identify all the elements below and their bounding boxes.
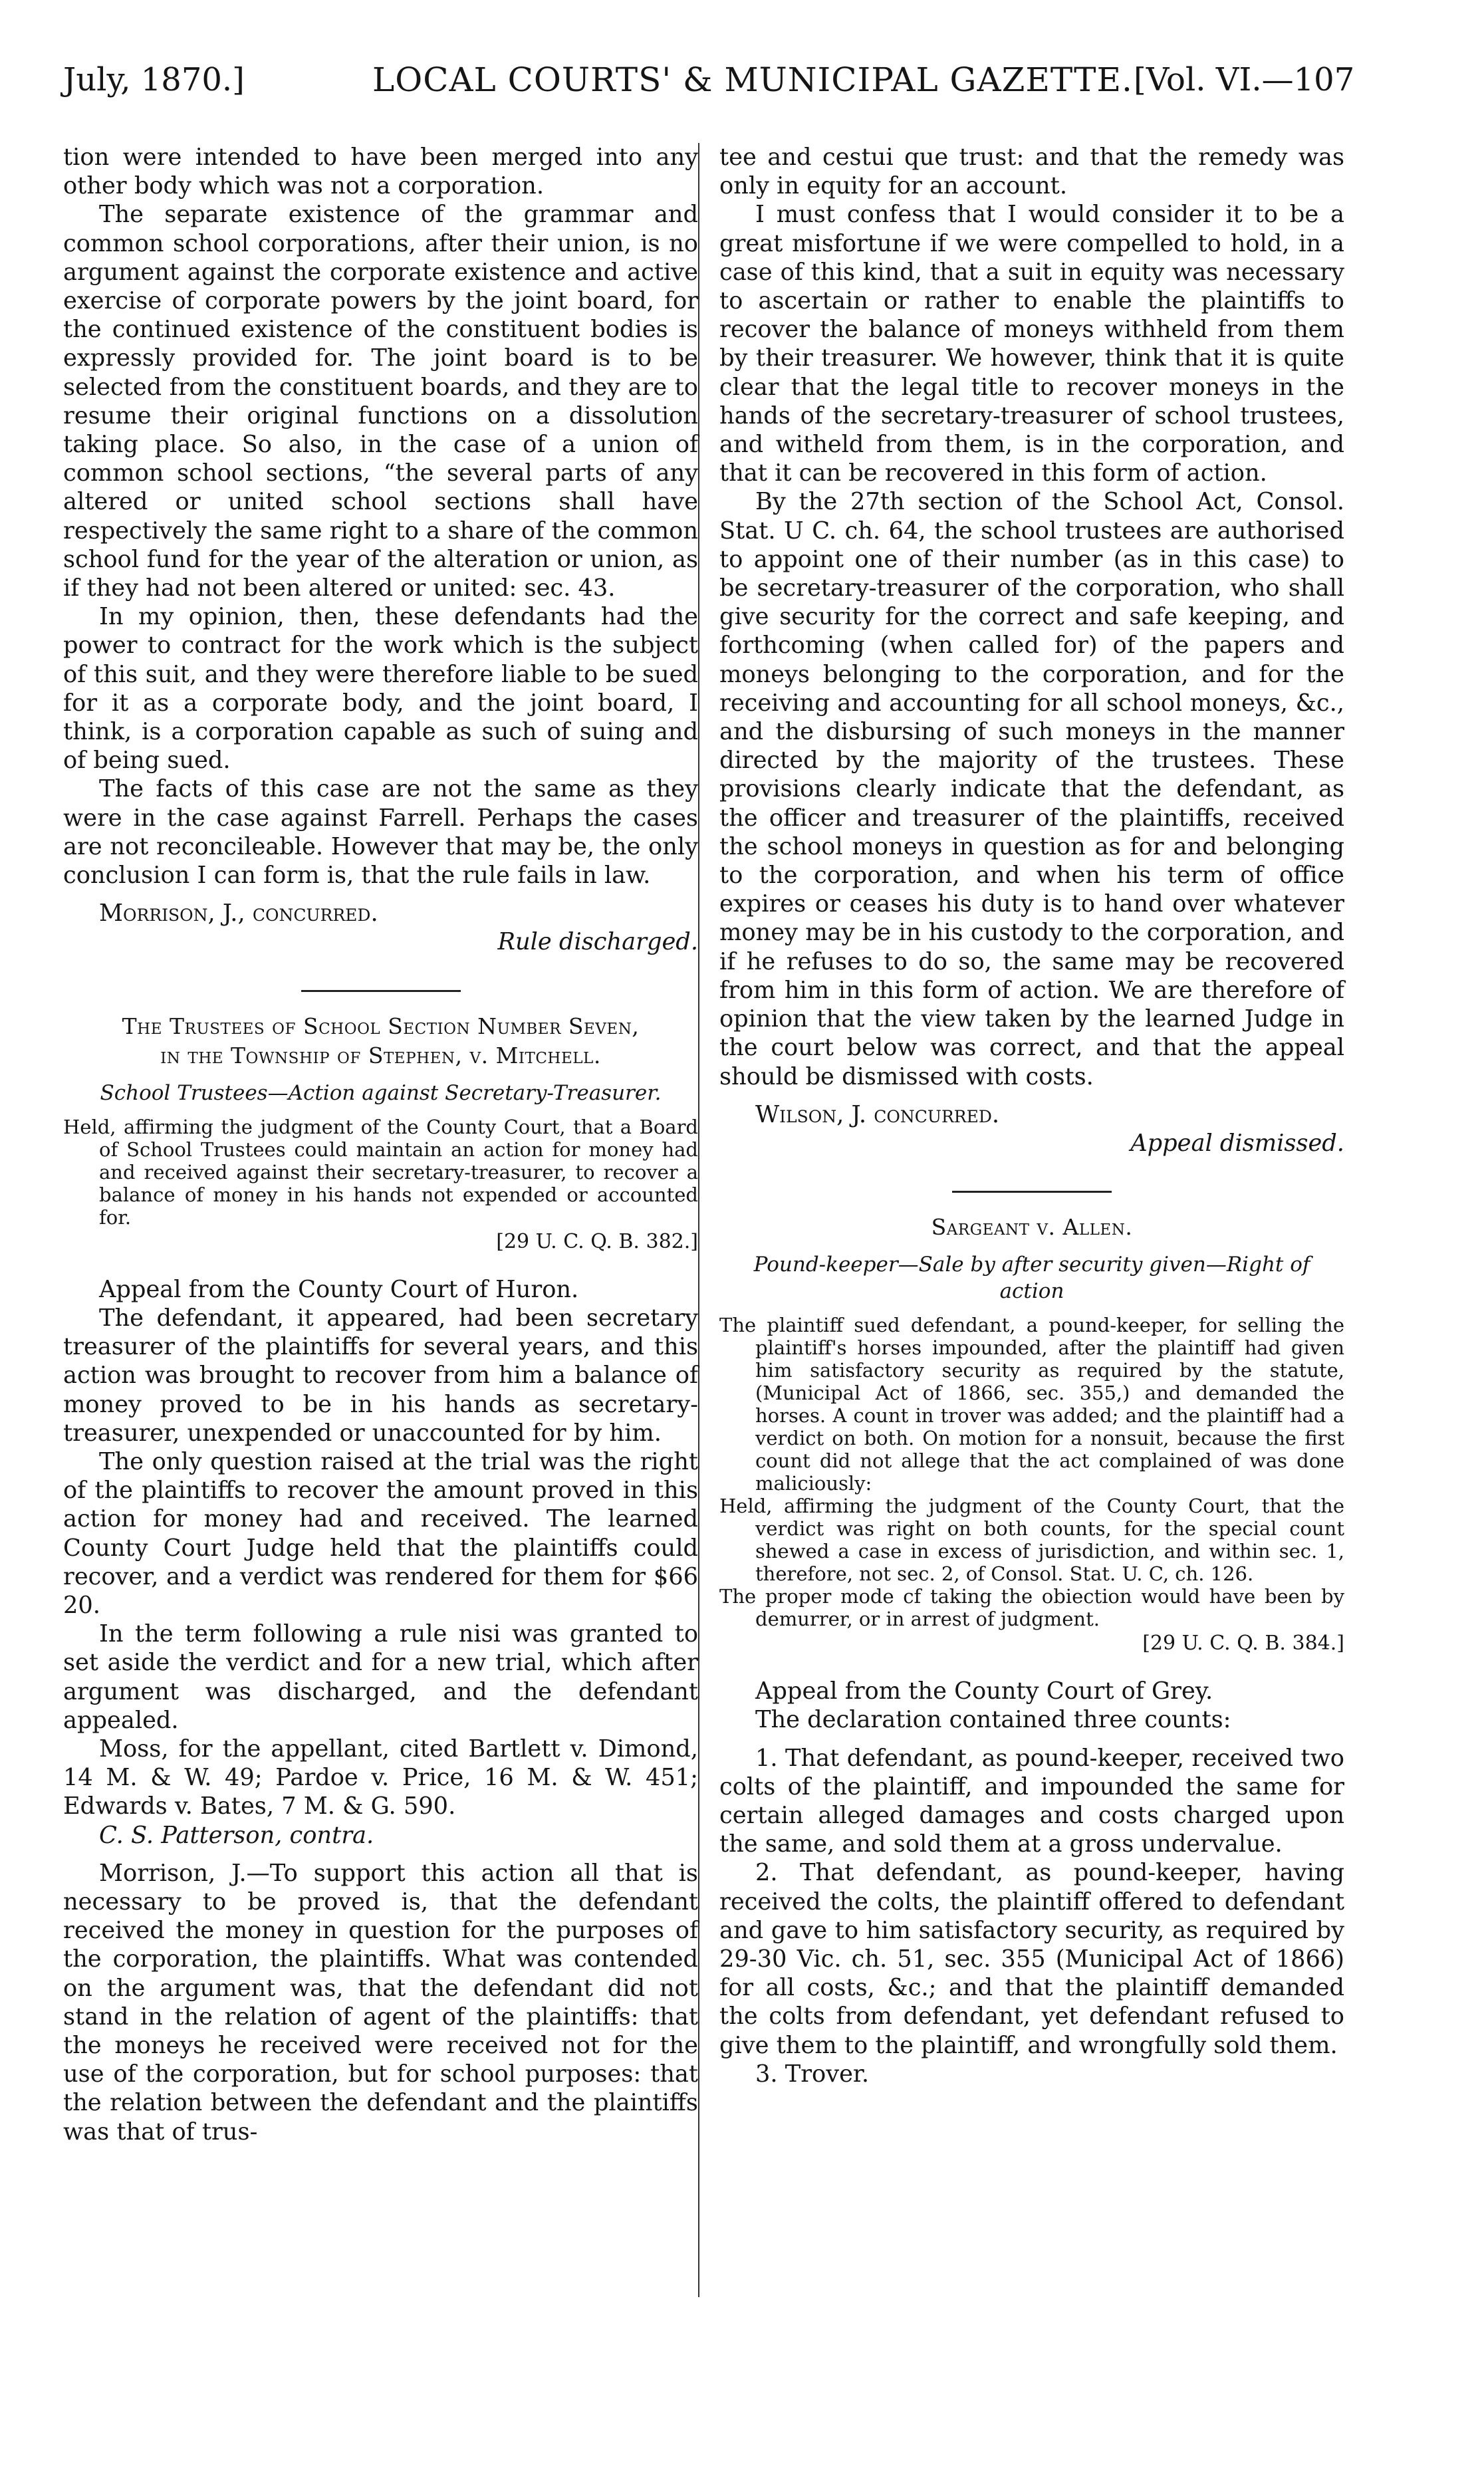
- headnote: Held, affirming the judgment of the County Court, that a Board of School Trustees could maintain an action for money had and received against their secretary-treasurer, to recover a balance of money in his hands not expended or accounted for.: [63, 1115, 698, 1229]
- page-header: [0, 50, 1484, 113]
- paragraph: 3. Trover.: [755, 2060, 870, 2088]
- paragraph: The only question raised at the trial was the right of the plaintiffs to recover the amount proved in this action for money had and received. The learned County Court Judge held that the plaintiffs could recover, and a verdict was rendered for them for $66 20.: [63, 1447, 698, 1619]
- paragraph: The facts of this case are not the same as they were in the case against Farrell. Perhaps the cases are not reconcileable. However that may be, the only conclusion I can form is, that the rule fails in law.: [63, 775, 698, 890]
- volume-page: [Vol. VI.—107: [1134, 61, 1355, 98]
- paragraph: Appeal from the County Court of Grey.: [755, 1677, 1213, 1705]
- paragraph: 2. That defendant, as pound-keeper, having received the colts, the plaintiff offered to defendant and gave to him satisfactory security, as required by 29-30 Vic. ch. 51, sec. 355 (Municipal Act of 1866) for all costs, &c.; and that the plaintiff demanded the colts from defendant, yet defendant refused to give them to the plaintiff, and wrongfully sold them.: [719, 1859, 1344, 2059]
- case-title: The Trustees of School Section Number Seven,: [122, 1013, 640, 1039]
- case-subject: Pound-keeper—Sale by after security given—Right of action: [753, 1253, 1310, 1304]
- headnote: The plaintiff sued defendant, a pound-keeper, for selling the plaintiff's horses impounded, after the plaintiff had given him satisfactory security as required by the statute, (Municipal Act of 1866, sec. 355,) and demanded the horses. A count in trover was added; and the plaintiff had a verdict on both. On motion for a nonsuit, because the first count did not allege that the act complained of was done maliciously:: [719, 1314, 1344, 1495]
- case-title: Sargeant v. Allen.: [931, 1214, 1133, 1241]
- paragraph: 1. That defendant, as pound-keeper, received two colts of the plaintiff, and impounded the same for certain alleged damages and costs charged upon the same, and sold them at a gross undervalue.: [719, 1744, 1344, 1858]
- ruling: Appeal dismissed.: [1130, 1129, 1344, 1157]
- paragraph: The declaration contained three counts:: [755, 1706, 1231, 1734]
- concurrence: Wilson, J. concurred.: [755, 1100, 1000, 1128]
- paragraph: C. S. Patterson, contra.: [99, 1821, 374, 1849]
- left-column: [63, 143, 698, 2146]
- paragraph: By the 27th section of the School Act, Consol. Stat. U C. ch. 64, the school trustees are authorised to appoint one of their number (as in this case) to be secretary-treasurer of the corporation, who shall give security for the correct and safe keeping, and forthcoming (when called for) of the papers and moneys belonging to the corporation, and for the receiving and accounting for all school moneys, &c., and the disbursing of such moneys in the manner directed by the majority of the trustees. These provisions clearly indicate that the defendant, as the officer and treasurer of the plaintiffs, received the school moneys in question as for and belonging to the corporation, and when his term of office expires or ceases his duty is to hand over whatever money may be in his custody to the corporation, and if he refuses to do so, the same may be recovered from him in this form of action. We are therefore of opinion that the view taken by the learned Judge in the court below was correct, and that the appeal should be dismissed with costs.: [719, 488, 1344, 1090]
- paragraph: tee and cestui que trust: and that the remedy was only in equity for an account.: [719, 144, 1344, 200]
- citation: [29 U. C. Q. B. 384.]: [1142, 1632, 1344, 1656]
- paragraph: I must confess that I would consider it to be a great misfortune if we were compelled to hold, in a case of this kind, that a suit in equity was necessary to ascertain or rather to enable the plaintiffs to recover the balance of moneys withheld from them by their treasurer. We however, think that it is quite clear that the legal title to recover moneys in the hands of the secretary-treasurer of school trustees, and witheld from them, is in the corporation, and that it can be recovered in this form of action.: [719, 201, 1344, 487]
- gazette-title: LOCAL COURTS' & MUNICIPAL GAZETTE.: [372, 61, 1133, 99]
- citation: [29 U. C. Q. B. 382.]: [496, 1229, 698, 1253]
- paragraph: The defendant, it appeared, had been secretary treasurer of the plaintiffs for several years, and this action was brought to recover from him a balance of money proved to be in his hands as secretary-treasurer, unexpended or unaccounted for by him.: [63, 1304, 698, 1447]
- concurrence: Morrison, J., concurred.: [99, 900, 378, 927]
- headnote: Held, affirming the judgment of the County Court, that the verdict was right on both counts, for the special count shewed a case in excess of jurisdiction, and within sec. 1, therefore, not sec. 2, of Consol. Stat. U. C, ch. 126.: [719, 1495, 1344, 1586]
- case-title: in the Township of Stephen, v. Mitchell.: [160, 1042, 601, 1068]
- paragraph: tion were intended to have been merged into any other body which was not a corporation.: [63, 144, 698, 200]
- column-divider: [698, 143, 699, 2297]
- issue-date: July, 1870.]: [63, 61, 245, 98]
- case-subject: School Trustees—Action against Secretary-Treasurer.: [100, 1080, 662, 1105]
- paragraph: Morrison, J.—To support this action all that is necessary to be proved is, that the defendant received the money in question for the purposes of the corporation, the plaintiffs. What was contended on the argument was, that the defendant did not stand in the relation of agent of the plaintiffs: that the moneys he received were received not for the use of the corporation, but for school purposes: that the relation between the defendant and the plaintiffs was that of trus-: [63, 1859, 698, 2146]
- paragraph: The separate existence of the grammar and common school corporations, after their union, is no argument against the corporate existence and active exercise of corporate powers by the joint board, for the continued existence of the constituent bodies is expressly provided for. The joint board is to be selected from the constituent boards, and they are to resume their original functions on a dissolution taking place. So also, in the case of a union of common school sections, “the several parts of any altered or united school sections shall have respectively the same right to a share of the common school fund for the year of the alteration or union, as if they had not been altered or united: sec. 43.: [63, 201, 698, 602]
- paragraph: Appeal from the County Court of Huron.: [99, 1275, 579, 1303]
- paragraph: In my opinion, then, these defendants had the power to contract for the work which is the subject of this suit, and they were therefore liable to be sued for it as a corporate body, and the joint board, I think, is a corporation capable as such of suing and of being sued.: [63, 603, 698, 775]
- paragraph: Moss, for the appellant, cited Bartlett v. Dimond, 14 M. & W. 49; Pardoe v. Price, 16 M. & W. 451; Edwards v. Bates, 7 M. & G. 590.: [63, 1735, 698, 1820]
- right-column: [719, 143, 1344, 2088]
- headnote: The proper mode cf taking the obiection would have been by demurrer, or in arrest of judgment.: [719, 1585, 1344, 1631]
- paragraph: In the term following a rule nisi was granted to set aside the verdict and for a new trial, which after argument was discharged, and the defendant appealed.: [63, 1620, 698, 1734]
- ruling: Rule discharged.: [497, 928, 698, 956]
